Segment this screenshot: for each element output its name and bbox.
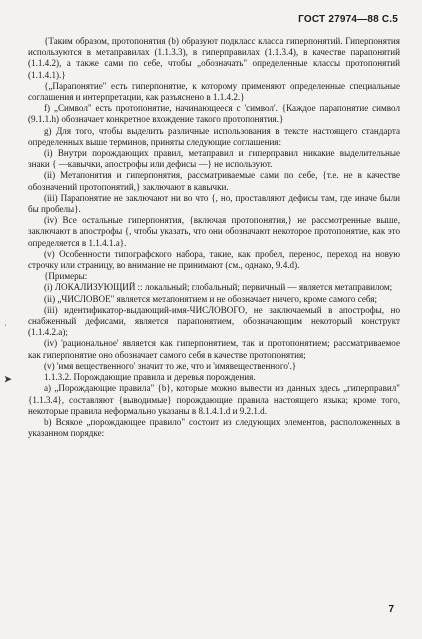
- paragraph: (v) 'имя вещественного' значит то же, что и 'имявещественного'.}: [44, 360, 297, 371]
- paragraph: {Примеры:: [44, 271, 88, 282]
- paragraph: b) Всякое „порождающее правило" состоит из следующих элементов, расположенных в указанном порядке:: [28, 416, 400, 439]
- paragraph: (iii) Парапонятие не заключают ни во что {, но, проставляют дефисы там, где иначе были бы пробелы}.: [28, 192, 400, 215]
- paragraph: (ii) „ЧИСЛОВОЕ" является метапонятием и не обозначает ничего, кроме самого себя;: [44, 293, 378, 304]
- paragraph: (ii) Метапонятия и гиперпонятия, рассматриваемые сами по себе, {т.е. не в качестве обозначений протопонятий,} заключают в кавычки.: [28, 170, 400, 192]
- margin-mark: ˌ: [4, 316, 7, 326]
- page-number: 7: [388, 604, 394, 615]
- paragraph: {„Парапонятие" есть гиперпонятие, к которому применяют определенные специальные соглашения и интерпретации, как разъяснено в 1.1.4.2.}: [28, 80, 400, 103]
- paragraph: {Таким образом, протопонятия (b) образуют подкласс класса гиперпонятий. Гиперпонятия используются в метаправилах (1.1.3.3), в гиперправилах (1.1.3.4), в качестве парапонятий (1.1.4.2), а также сами по себе, чтобы „обозначать" определенные классы протопонятий (1.1.4.1).}: [28, 36, 400, 80]
- paragraph: а) „Порождающие правила" {b}, которые можно вывести из данных здесь „гиперправил" {1.1.3.4}, составляют {выводимые} порождающие правила настоящего языка; кроме того, некоторые правила неформально указаны в 8.1.4.1.d и 9.2.1.d.: [28, 383, 400, 416]
- section-heading: 1.1.3.2. Порождающие правила и деревья порождения.: [44, 372, 256, 383]
- paragraph: (v) Особенности типографского набора, такие, как пробел, перенос, переход на новую строчку или страницу, во внимание не принимают (см., однако, 9.4.d).: [28, 248, 400, 271]
- paragraph: (iii) идентификатор-выдающий-имя-ЧИСЛОВОГО, не заключаемый в апострофы, но снабженный дефисами, является парапонятием, обозначающим некоторый конструкт (1.1.4.2.a);: [28, 304, 400, 338]
- page-header: ГОСТ 27974—88 С.5: [298, 14, 398, 25]
- paragraph: (iv) 'рациональное' является как гиперпонятием, так и протопонятием; рассматриваемое как гиперпонятие оно обозначает самого себя в качестве протопонятия;: [28, 338, 400, 360]
- margin-mark: ➤: [4, 374, 12, 384]
- paragraph: g) Для того, чтобы выделить различные использования в тексте настоящего стандарта определенных выше терминов, приняты следующие соглашения:: [28, 125, 400, 147]
- paragraph: (i) Внутри порождающих правил, метаправил и гиперправил никакие выделительные знаки { —кавычки, апострофы или дефисы —} не используют.: [28, 148, 400, 170]
- paragraph: (iv) Все остальные гиперпонятия, {включая протопонятия,} не рассмотренные выше, заключают в апострофы {, чтобы указать, что они обозначают некоторое протопонятие, как это определяется в 1.1.4.1.a}.: [28, 215, 400, 248]
- paragraph: f) „Символ" есть протопонятие, начинающееся с 'символ'. {Каждое парапонятие символ (9.1.1.h) обозначает конкретное вхождение такого протопонятия.}: [28, 103, 400, 125]
- paragraph: (i) ЛОКАЛИЗУЮЩИЙ :: локальный; глобальный; первичный — является метаправилом;: [44, 282, 393, 293]
- document-body: [28, 36, 400, 439]
